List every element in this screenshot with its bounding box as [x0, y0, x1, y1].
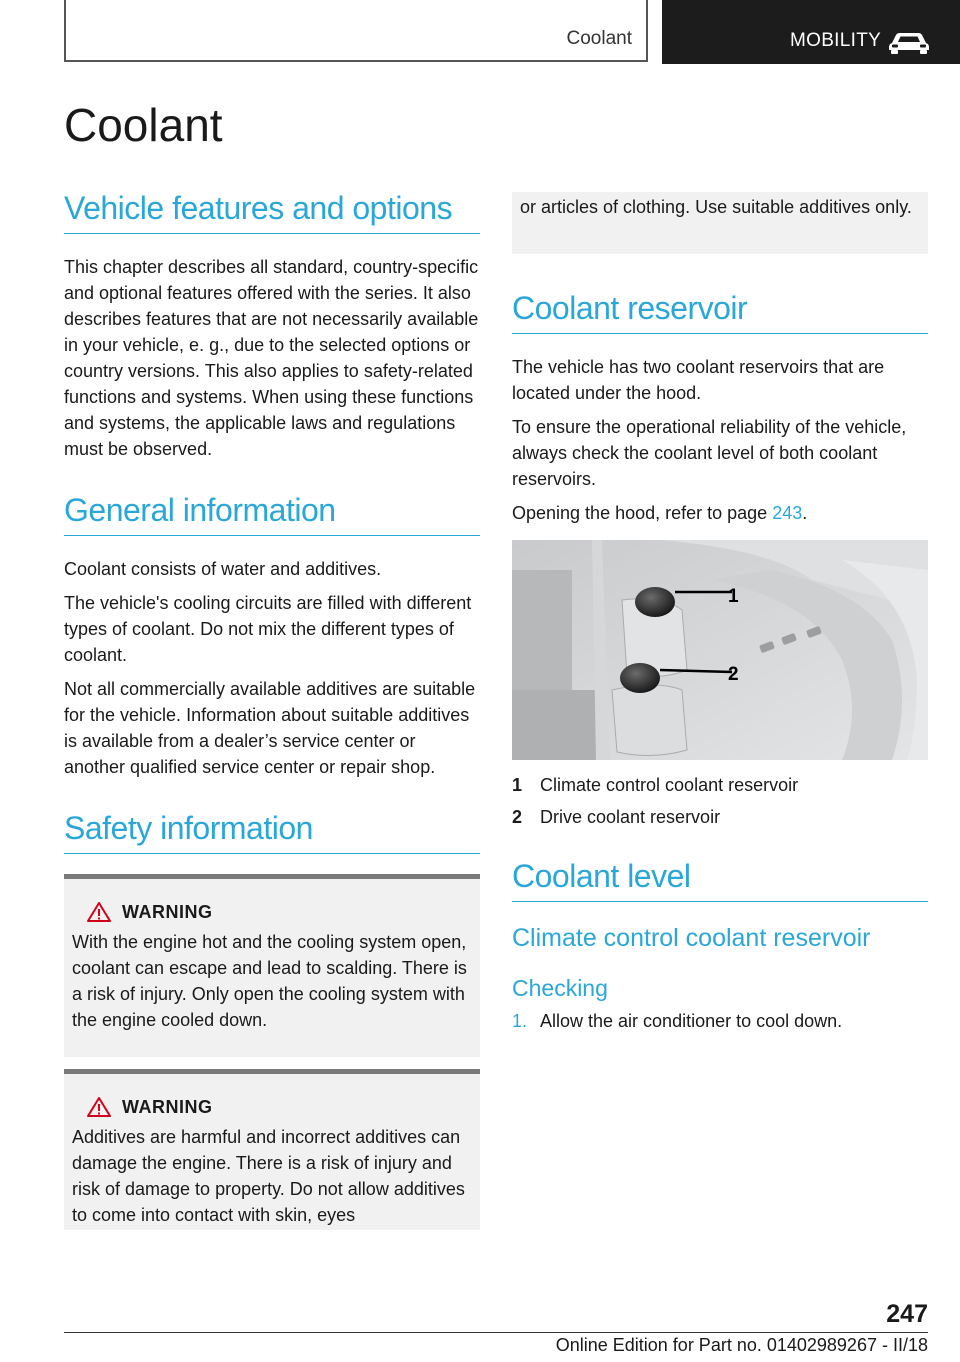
heading-safety-information: Safety information: [64, 810, 480, 854]
warning-text-1: With the engine hot and the cooling system open, coolant can escape and lead to scalding. There is a risk of injury. Only open the cooling system with the engine cooled down.: [72, 932, 467, 1030]
legend-item: [512, 772, 928, 798]
warning-triangle-icon: [86, 1096, 112, 1118]
header-chapter-box: [662, 0, 960, 64]
hood-reference-suffix: .: [802, 503, 808, 523]
legend-text: Climate control coolant reservoir: [540, 775, 799, 795]
warning-title-2: [86, 1096, 472, 1118]
warning-label-2: WARNING: [122, 1096, 213, 1117]
heading-general-information: General information: [64, 492, 480, 536]
header-chapter-title: MOBILITY: [790, 30, 882, 51]
footer-edition: Online Edition for Part no. 01402989267 - II/18: [555, 1335, 928, 1355]
page-reference-link[interactable]: 243: [772, 503, 803, 523]
vehicle-features-text: This chapter describes all standard, country-specific and optional features offered with the series. It also describes features that are not necessarily available in your vehicle, e. g., due to the selected options or country versions. This also applies to safety-related functions and systems. When using these functions and systems, the applicable laws and regulations must be observed.: [64, 257, 479, 459]
warning-title-1: [86, 901, 472, 923]
legend-number: 2: [512, 807, 523, 827]
heading-vehicle-features: Vehicle features and options: [64, 190, 480, 234]
coolant-reservoir-p2: To ensure the operational reliability of the vehicle, always check the coolant level of both coolant reservoirs.: [512, 417, 907, 489]
figure-legend: [512, 772, 928, 830]
warning-box-2: [64, 1069, 480, 1230]
general-info-paragraph-3: Not all commercially available additives are suitable for the vehicle. Information about suitable additives is available from a dealer’s service center or another qualified service center or repair shop.: [64, 679, 476, 777]
legend-text: Drive coolant reservoir: [540, 807, 721, 827]
general-info-paragraph-1: Coolant consists of water and additives.: [64, 559, 382, 579]
step-item: [512, 1008, 928, 1034]
warning-continued-box: [512, 192, 928, 254]
heading-climate-control-reservoir: Climate control coolant reservoir: [512, 924, 871, 952]
warning-box-1: [64, 874, 480, 1057]
heading-coolant-reservoir: Coolant reservoir: [512, 290, 928, 334]
heading-checking: Checking: [512, 975, 608, 1001]
left-column: [64, 190, 480, 1230]
page-title: Coolant: [64, 99, 223, 151]
engine-bay-figure: [512, 540, 928, 760]
warning-label-1: WARNING: [122, 901, 213, 922]
header-section-box: [64, 0, 648, 62]
legend-item: [512, 804, 928, 830]
car-icon: [886, 29, 932, 55]
heading-coolant-level: Coolant level: [512, 858, 928, 902]
coolant-reservoir-illustration: [512, 540, 928, 760]
warning-text-2: Additives are harmful and incorrect additives can damage the engine. There is a risk of injury and risk of damage to property. Do not allow additives to come into contact with skin, eyes: [72, 1127, 465, 1225]
header-section-title: Coolant: [566, 28, 632, 49]
general-info-paragraph-2: The vehicle's cooling circuits are filled with different types of coolant. Do not mix the different types of coolant.: [64, 593, 472, 665]
page-number: 247: [886, 1300, 928, 1328]
warning-continued-text: or articles of clothing. Use suitable additives only.: [520, 197, 912, 217]
step-number: 1.: [512, 1011, 528, 1031]
legend-number: 1: [512, 775, 523, 795]
figure-callout-2: 2: [728, 664, 739, 685]
figure-callout-1: 1: [728, 586, 739, 607]
warning-triangle-icon: [86, 901, 112, 923]
step-text: Allow the air conditioner to cool down.: [540, 1011, 843, 1031]
coolant-reservoir-p3: [512, 500, 928, 526]
footer-divider: [64, 1332, 928, 1333]
coolant-reservoir-p1: The vehicle has two coolant reservoirs that are located under the hood.: [512, 357, 885, 403]
hood-reference-text: Opening the hood, refer to page: [512, 503, 773, 523]
right-column: [512, 192, 928, 1034]
